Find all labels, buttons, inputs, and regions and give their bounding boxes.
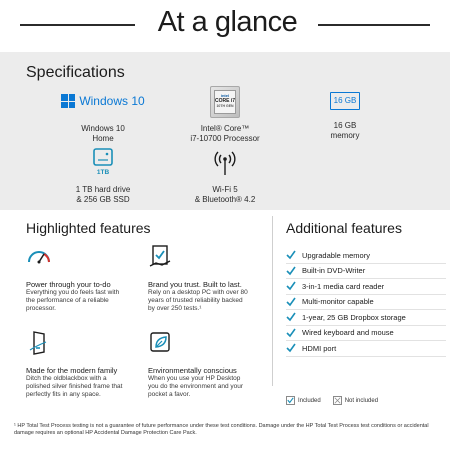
memory-badge: 16 GB xyxy=(330,92,360,110)
additional-features-list xyxy=(286,248,446,357)
spec-processor xyxy=(170,86,280,144)
legend xyxy=(286,396,390,405)
checkmark-icon xyxy=(286,281,296,291)
list-item: Wired keyboard and mouse xyxy=(286,326,446,342)
feature-title: Brand you trust. Built to last. xyxy=(148,280,242,289)
spec-storage xyxy=(48,148,158,205)
specifications-title: Specifications xyxy=(26,64,125,81)
checkmark-icon xyxy=(286,297,296,307)
feature-description: Rely on a desktop PC with over 80 years of trusted reliability backed by over 250 tests.¹ xyxy=(148,289,248,312)
not-included-checkbox-icon xyxy=(333,396,342,405)
spec-memory xyxy=(290,90,400,141)
spec-processor-caption: Intel® Core™ i7-10700 Processor xyxy=(190,124,260,143)
intel-core-i7-badge: intel CORE i7 10TH GEN xyxy=(210,86,240,118)
highlighted-features-title: Highlighted features xyxy=(26,220,151,236)
spec-os-caption: Windows 10 Home xyxy=(81,124,125,143)
footnote: ¹ HP Total Test Process testing is not a guarantee of future performance under these test conditions. Damage under the HP Total Test Process test conditions or accidental damage requires an optional HP Accidental Damage Protection Care Pack. xyxy=(14,423,429,436)
feature-description: When you use your HP Desktop you do the environment and your pocket a favor. xyxy=(148,375,244,398)
checkmark-icon xyxy=(286,328,296,338)
speedometer-icon xyxy=(26,244,52,270)
spec-os xyxy=(48,90,158,144)
included-checkbox-icon xyxy=(286,396,295,405)
spec-memory-caption: 16 GB memory xyxy=(330,121,360,140)
checkmark-icon xyxy=(286,266,296,276)
feature-description: Ditch the oldblackbox with a polished silver finished frame that perfectly fits in any space. xyxy=(26,375,123,398)
header xyxy=(0,0,450,52)
page-title: At a glance xyxy=(157,6,298,38)
windows-logo-text: Windows 10 xyxy=(79,94,145,108)
checkmark-icon xyxy=(286,343,296,353)
spec-storage-caption: 1 TB hard drive & 256 GB SSD xyxy=(75,185,131,204)
storage-icon xyxy=(88,148,118,176)
list-item: Multi-monitor capable xyxy=(286,295,446,311)
checkmark-icon xyxy=(286,250,296,260)
feature-design xyxy=(26,330,146,399)
list-item: 1-year, 25 GB Dropbox storage xyxy=(286,310,446,326)
feature-trust xyxy=(148,244,268,313)
eco-leaf-icon xyxy=(148,330,174,356)
spec-wireless xyxy=(170,148,280,205)
desktop-tower-icon xyxy=(26,330,52,356)
header-rule-right xyxy=(318,24,430,26)
feature-performance xyxy=(26,244,146,313)
windows-flag-icon xyxy=(61,94,75,108)
feature-description: Everything you do feels fast with the performance of a reliable processor. xyxy=(26,289,120,312)
spec-wireless-caption: Wi-Fi 5 & Bluetooth® 4.2 xyxy=(194,185,256,204)
legend-not-included: Not included xyxy=(333,396,378,405)
list-item: Upgradable memory xyxy=(286,248,446,264)
wifi-bluetooth-icon xyxy=(208,148,242,176)
feature-title: Made for the modern family xyxy=(26,366,118,375)
header-rule-left xyxy=(20,24,135,26)
specifications-panel xyxy=(0,52,450,210)
trust-hand-icon xyxy=(148,244,174,270)
feature-environment xyxy=(148,330,268,399)
additional-features-title: Additional features xyxy=(286,220,402,236)
list-item: HDMI port xyxy=(286,341,446,357)
windows-logo xyxy=(48,90,158,112)
storage-badge-text: 1TB xyxy=(96,169,110,176)
list-item: 3-in-1 media card reader xyxy=(286,279,446,295)
legend-included: Included xyxy=(286,396,321,405)
list-item: Built-in DVD-Writer xyxy=(286,264,446,280)
feature-title: Power through your to-do xyxy=(26,280,111,289)
checkmark-icon xyxy=(286,312,296,322)
feature-title: Environmentally conscious xyxy=(148,366,237,375)
section-divider xyxy=(272,216,273,386)
